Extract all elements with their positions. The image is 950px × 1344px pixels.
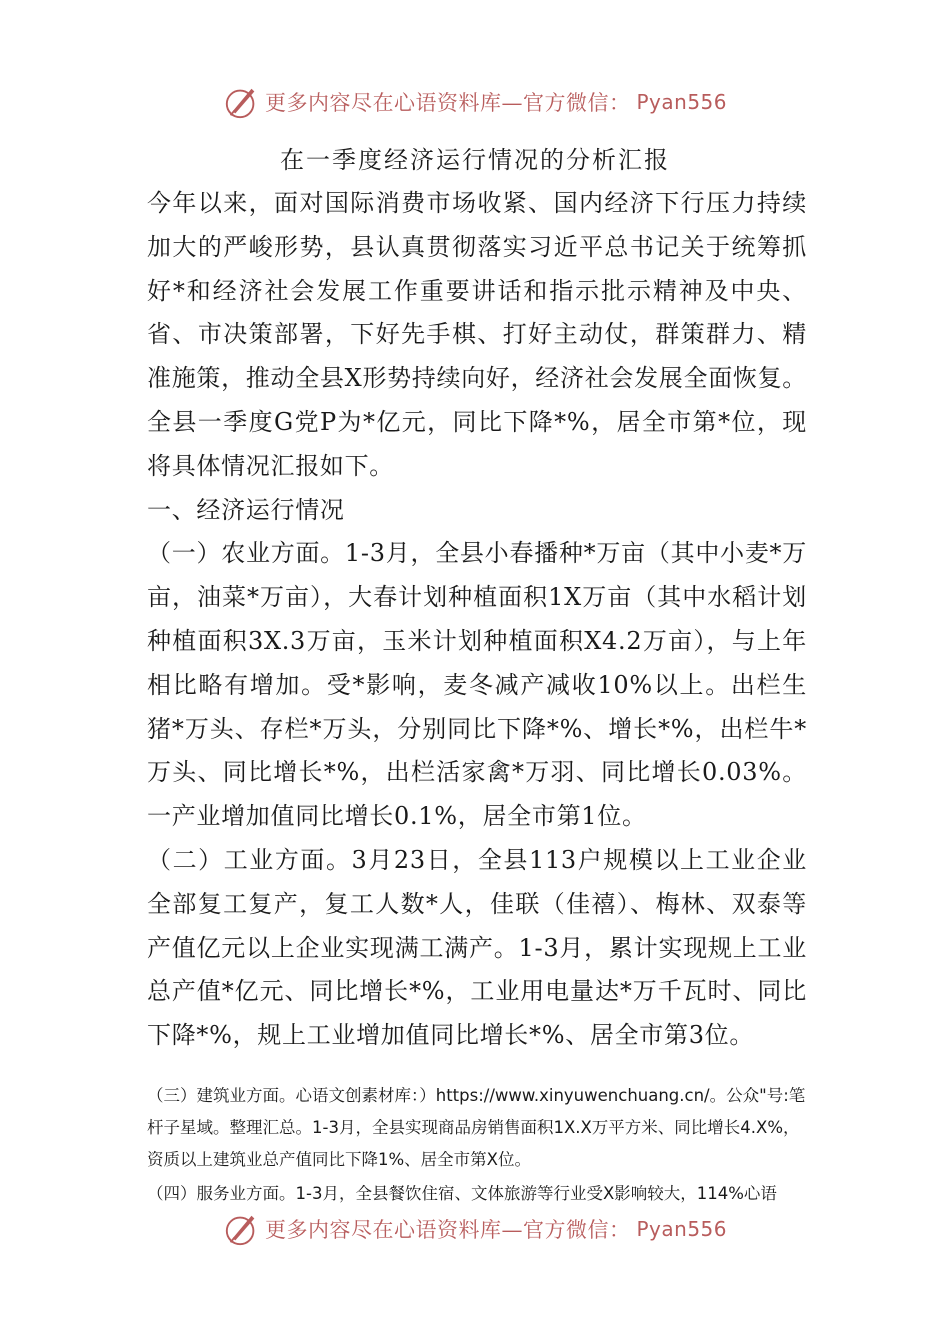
construction-paragraph: （三）建筑业方面。心语文创素材库：）https://www.xinyuwenchuang.cn/。公众"号:笔杆子星域。整理汇总。1-3月，全县实现商品房销售面积1X.X万平方米、同比增长4.X%，资质以上建筑业总产值同比下降1%、居全市第X位。 [147, 1086, 806, 1169]
watermark-wechat-id: Pyan556 [636, 1217, 727, 1241]
industry-paragraph: （二）工业方面。3月23日，全县113户规模以上工业企业全部复工复产，复工人数*人，佳联（佳禧）、梅林、双泰等产值亿元以上企业实现满工满产。1-3月，累计实现规上工业总产值*亿元、同比增长*%，工业用电量达*万千瓦时、同比下降*%，规上工业增加值同比增长*%、居全市第3位。 [147, 845, 807, 1050]
agriculture-paragraph: （一）农业方面。1-3月，全县小春播种*万亩（其中小麦*万亩，油菜*万亩），大春计划种植面积1X万亩（其中水稻计划种植面积3X.3万亩，玉米计划种植面积X4.2万亩），与上年相比略有增加。受*影响，麦冬减产减收10%以上。出栏生猪*万头、存栏*万头，分别同比下降*%、增长*%，出栏牛*万头、同比增长*%，出栏活家禽*万羽、同比增长0.03%。一产业增加值同比增长0.1%，居全市第1位。 [147, 539, 807, 831]
quill-logo-icon [223, 1210, 261, 1248]
document-title: 在一季度经济运行情况的分析汇报 [280, 146, 670, 174]
document-body [147, 182, 807, 1058]
intro-paragraph: 今年以来，面对国际消费市场收紧、国内经济下行压力持续加大的严峻形势，县认真贯彻落实习近平总书记关于统筹抓好*和经济社会发展工作重要讲话和指示批示精神及中央、省、市决策部署，下好先手棋、打好主动仗，群策群力、精准施策，推动全县X形势持续向好，经济社会发展全面恢复。全县一季度G党P为*亿元，同比下降*%，居全市第*位，现将具体情况汇报如下。 [147, 189, 807, 480]
quill-logo-icon [223, 83, 261, 121]
watermark-wechat-id: Pyan556 [636, 90, 727, 114]
watermark-header [0, 83, 950, 121]
watermark-text: 更多内容尽在心语资料库—官方微信： [264, 91, 631, 115]
watermark-footer [0, 1210, 950, 1248]
document-body-small [147, 1080, 815, 1210]
services-paragraph: （四）服务业方面。1-3月，全县餐饮住宿、文体旅游等行业受X影响较大，114%心语 [147, 1184, 777, 1203]
watermark-text: 更多内容尽在心语资料库—官方微信： [264, 1218, 631, 1242]
section-heading: 一、经济运行情况 [147, 495, 345, 524]
